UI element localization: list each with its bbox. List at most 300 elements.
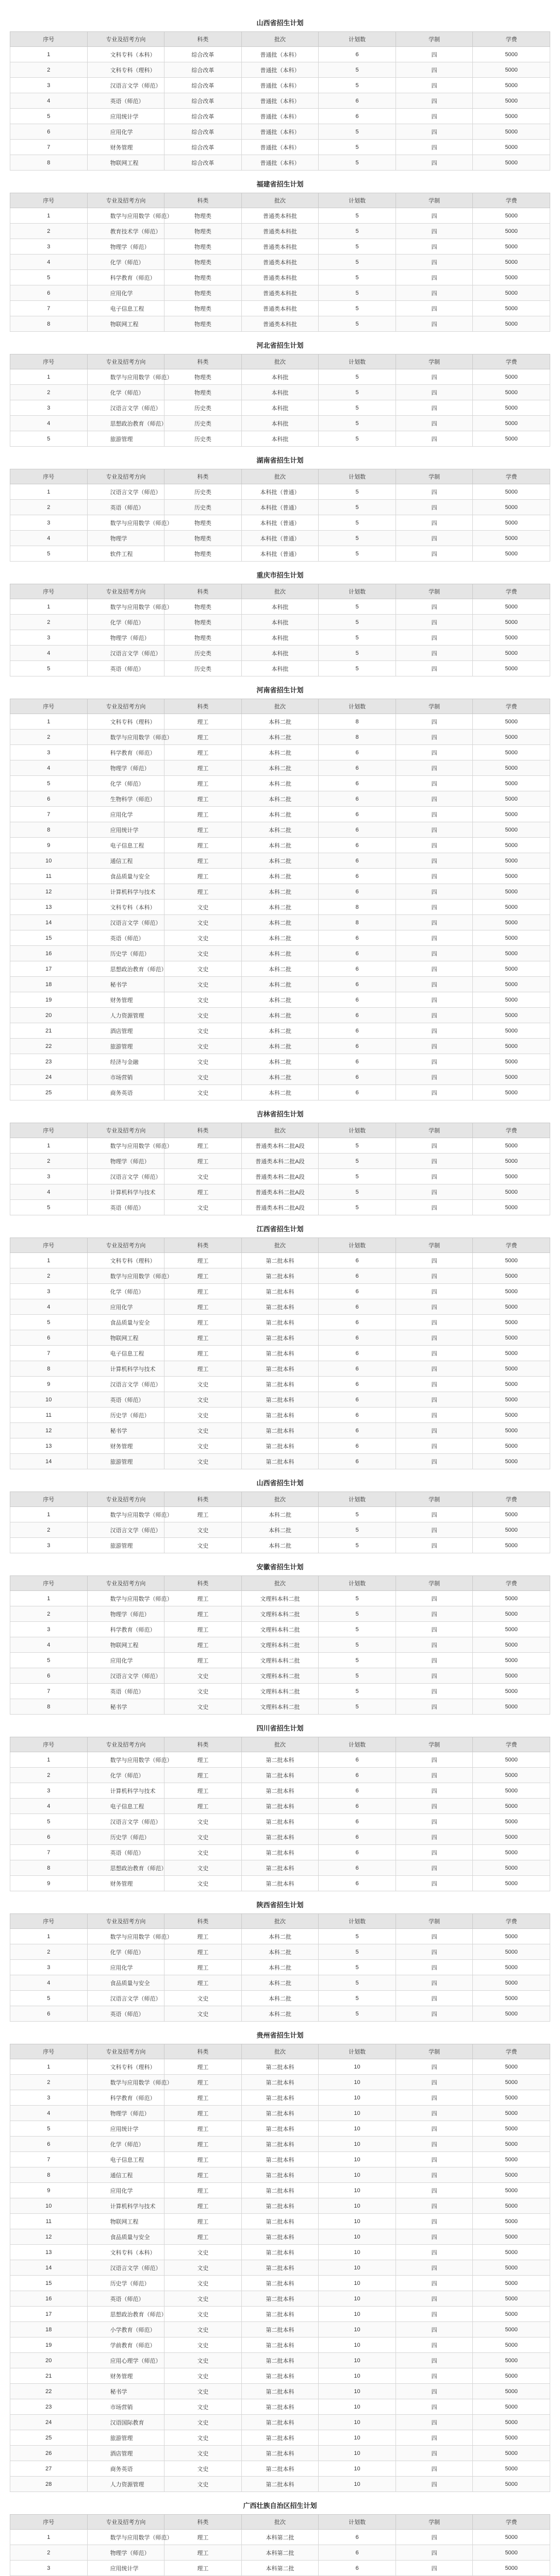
table-row	[10, 2183, 550, 2198]
table-cell: 综合改革	[164, 124, 242, 140]
table-row	[10, 2415, 550, 2430]
table-cell: 本科二批	[241, 1023, 319, 1039]
table-cell: 6	[319, 1377, 396, 1392]
table-cell: 本科批（普通）	[241, 531, 319, 546]
column-header: 专业及招考方向	[87, 2515, 164, 2530]
table-cell: 5000	[473, 730, 550, 745]
table-cell: 3	[10, 2561, 88, 2576]
table-cell: 5	[319, 316, 396, 332]
table-cell: 6	[319, 977, 396, 992]
table-cell: 第二批本科	[241, 1392, 319, 1408]
major-cell: 思想政治教育（师范）	[87, 961, 164, 977]
column-header: 科类	[164, 2044, 242, 2059]
table-row	[10, 946, 550, 961]
column-header: 科类	[164, 32, 242, 47]
table-cell: 6	[10, 2006, 88, 2022]
table-cell: 第二批本科	[241, 2291, 319, 2307]
table-cell: 5000	[473, 1284, 550, 1299]
table-cell: 5	[319, 431, 396, 447]
major-cell: 科学教育（师范）	[87, 745, 164, 760]
table-row	[10, 1960, 550, 1975]
table-cell: 第二批本科	[241, 2214, 319, 2229]
table-cell: 20	[10, 1008, 88, 1023]
table-cell: 理工	[164, 838, 242, 853]
major-cell: 数学与应用数学（师范）	[87, 208, 164, 224]
table-cell: 第二批本科	[241, 2090, 319, 2106]
table-cell: 第二批本科	[241, 2430, 319, 2446]
table-cell: 四	[396, 1408, 473, 1423]
table-cell: 文理科本科二批	[241, 1684, 319, 1699]
table-cell: 普通类本科批	[241, 208, 319, 224]
column-header: 科类	[164, 1576, 242, 1591]
table-cell: 6	[319, 1023, 396, 1039]
major-cell: 通信工程	[87, 2167, 164, 2183]
table-header-row	[10, 32, 550, 47]
table-cell: 四	[396, 1538, 473, 1553]
table-cell: 5000	[473, 2307, 550, 2322]
column-header: 学制	[396, 1914, 473, 1929]
major-cell: 财务管理	[87, 1438, 164, 1454]
table-row	[10, 822, 550, 838]
column-header: 学费	[473, 1737, 550, 1752]
table-cell: 5000	[473, 1154, 550, 1169]
major-cell: 数学与应用数学（师范）	[87, 1138, 164, 1154]
table-cell: 6	[319, 946, 396, 961]
column-header: 学费	[473, 2044, 550, 2059]
table-cell: 1	[10, 1138, 88, 1154]
table-cell: 本科批	[241, 615, 319, 630]
table-row	[10, 1346, 550, 1361]
table-cell: 5	[319, 62, 396, 78]
table-cell: 四	[396, 977, 473, 992]
table-cell: 历史类	[164, 484, 242, 500]
table-cell: 1	[10, 47, 88, 62]
table-cell: 10	[319, 2229, 396, 2245]
table-header-row	[10, 193, 550, 208]
table-cell: 本科二批	[241, 1975, 319, 1991]
table-row	[10, 884, 550, 900]
table-cell: 7	[10, 1845, 88, 1860]
table-cell: 4	[10, 1637, 88, 1653]
table-cell: 第二批本科	[241, 1253, 319, 1268]
table-cell: 5000	[473, 915, 550, 930]
table-row	[10, 369, 550, 385]
table-cell: 6	[319, 884, 396, 900]
table-cell: 理工	[164, 2198, 242, 2214]
table-cell: 文史	[164, 1454, 242, 1469]
table-cell: 理工	[164, 2561, 242, 2576]
table-cell: 6	[319, 776, 396, 791]
major-cell: 汉语言文学（师范）	[87, 646, 164, 661]
table-row	[10, 1054, 550, 1070]
table-cell: 理工	[164, 1253, 242, 1268]
table-cell: 5000	[473, 1668, 550, 1684]
table-cell: 文史	[164, 1054, 242, 1070]
table-cell: 6	[319, 1330, 396, 1346]
table-cell: 文史	[164, 1522, 242, 1538]
table-cell: 文史	[164, 915, 242, 930]
table-cell: 理工	[164, 1622, 242, 1637]
table-cell: 5000	[473, 316, 550, 332]
major-cell: 计算机科学与技术	[87, 1184, 164, 1200]
region-section	[10, 1215, 550, 1469]
major-cell: 英语（师范）	[87, 930, 164, 946]
table-cell: 3	[10, 515, 88, 531]
table-cell: 第二批本科	[241, 1752, 319, 1768]
table-cell: 四	[396, 1507, 473, 1522]
table-row	[10, 630, 550, 646]
table-cell: 四	[396, 2214, 473, 2229]
table-cell: 本科第二批	[241, 2530, 319, 2545]
table-cell: 四	[396, 853, 473, 869]
table-cell: 四	[396, 2006, 473, 2022]
table-cell: 第二批本科	[241, 1330, 319, 1346]
table-cell: 四	[396, 599, 473, 615]
major-cell: 文科专科（本科）	[87, 2245, 164, 2260]
major-cell: 数学与应用数学（师范）	[87, 515, 164, 531]
table-cell: 文理科本科二批	[241, 1653, 319, 1668]
table-cell: 6	[319, 1361, 396, 1377]
table-cell: 5000	[473, 1699, 550, 1715]
table-cell: 5000	[473, 431, 550, 447]
major-cell: 电子信息工程	[87, 1799, 164, 1814]
major-cell: 汉语言文学（师范）	[87, 400, 164, 416]
table-row	[10, 661, 550, 676]
table-cell: 5	[10, 2121, 88, 2137]
table-cell: 普通批（本科）	[241, 93, 319, 109]
table-cell: 6	[319, 109, 396, 124]
table-cell: 6	[319, 1438, 396, 1454]
table-row	[10, 1783, 550, 1799]
table-cell: 6	[319, 1783, 396, 1799]
table-cell: 四	[396, 369, 473, 385]
table-cell: 四	[396, 807, 473, 822]
table-cell: 4	[10, 416, 88, 431]
table-header-row	[10, 1576, 550, 1591]
region-section	[10, 1469, 550, 1553]
table-cell: 5	[319, 385, 396, 400]
plan-table	[10, 584, 550, 676]
table-cell: 四	[396, 2276, 473, 2291]
table-row	[10, 62, 550, 78]
table-header-row	[10, 1123, 550, 1138]
major-cell: 文科专科（本科）	[87, 900, 164, 915]
table-cell: 综合改革	[164, 47, 242, 62]
table-cell: 文史	[164, 1070, 242, 1085]
table-cell: 6	[319, 1408, 396, 1423]
major-cell: 数学与应用数学（师范）	[87, 599, 164, 615]
major-cell: 旅游管理	[87, 1039, 164, 1054]
table-cell: 文史	[164, 977, 242, 992]
table-cell: 文史	[164, 2368, 242, 2384]
table-cell: 四	[396, 1860, 473, 1876]
table-cell: 1	[10, 1752, 88, 1768]
table-cell: 理工	[164, 1138, 242, 1154]
table-cell: 理工	[164, 1315, 242, 1330]
table-cell: 2	[10, 62, 88, 78]
major-cell: 应用化学	[87, 2183, 164, 2198]
table-cell: 理工	[164, 1346, 242, 1361]
table-cell: 10	[319, 2322, 396, 2337]
table-cell: 18	[10, 977, 88, 992]
table-cell: 5000	[473, 1184, 550, 1200]
table-cell: 6	[10, 791, 88, 807]
table-cell: 5	[319, 630, 396, 646]
table-cell: 5000	[473, 2090, 550, 2106]
table-cell: 5000	[473, 1169, 550, 1184]
table-cell: 四	[396, 2384, 473, 2399]
table-cell: 普通类本科批	[241, 255, 319, 270]
table-row	[10, 1284, 550, 1299]
table-cell: 第二批本科	[241, 1454, 319, 1469]
table-row	[10, 615, 550, 630]
table-cell: 普通批（本科）	[241, 124, 319, 140]
table-cell: 5	[319, 615, 396, 630]
column-header: 学费	[473, 2515, 550, 2530]
major-cell: 学前教育（师范）	[87, 2337, 164, 2353]
table-cell: 5000	[473, 869, 550, 884]
table-cell: 6	[319, 745, 396, 760]
table-row	[10, 2152, 550, 2167]
table-cell: 16	[10, 2291, 88, 2307]
major-cell: 英语（师范）	[87, 2006, 164, 2022]
table-cell: 6	[319, 1799, 396, 1814]
table-cell: 5	[10, 776, 88, 791]
table-cell: 文史	[164, 1023, 242, 1039]
table-cell: 四	[396, 1392, 473, 1408]
column-header: 序号	[10, 1492, 88, 1507]
table-cell: 2	[10, 2075, 88, 2090]
region-section	[10, 2022, 550, 2492]
table-cell: 2	[10, 1768, 88, 1783]
table-cell: 2	[10, 615, 88, 630]
table-cell: 13	[10, 2245, 88, 2260]
table-cell: 5000	[473, 416, 550, 431]
table-cell: 8	[10, 822, 88, 838]
table-cell: 四	[396, 1253, 473, 1268]
column-header: 学制	[396, 469, 473, 484]
table-cell: 四	[396, 531, 473, 546]
table-row	[10, 208, 550, 224]
table-row	[10, 2167, 550, 2183]
column-header: 批次	[241, 1492, 319, 1507]
table-header-row	[10, 1238, 550, 1253]
table-cell: 理工	[164, 730, 242, 745]
table-row	[10, 1361, 550, 1377]
table-cell: 5000	[473, 760, 550, 776]
table-cell: 5000	[473, 239, 550, 255]
table-row	[10, 1253, 550, 1268]
table-cell: 理工	[164, 2530, 242, 2545]
table-cell: 本科批	[241, 630, 319, 646]
major-cell: 汉语言文学（师范）	[87, 915, 164, 930]
table-row	[10, 2337, 550, 2353]
table-cell: 四	[396, 900, 473, 915]
table-cell: 5000	[473, 646, 550, 661]
table-cell: 综合改革	[164, 93, 242, 109]
table-cell: 5000	[473, 1346, 550, 1361]
table-row	[10, 1752, 550, 1768]
table-row	[10, 1454, 550, 1469]
table-cell: 5000	[473, 1684, 550, 1699]
table-cell: 7	[10, 1346, 88, 1361]
table-row	[10, 1876, 550, 1891]
column-header: 序号	[10, 2515, 88, 2530]
table-cell: 四	[396, 93, 473, 109]
table-cell: 28	[10, 2477, 88, 2492]
table-cell: 18	[10, 2322, 88, 2337]
major-cell: 数学与应用数学（师范）	[87, 2075, 164, 2090]
major-cell: 化学（师范）	[87, 1768, 164, 1783]
table-row	[10, 646, 550, 661]
region-title: 安徽省招生计划	[256, 1563, 304, 1571]
table-cell: 3	[10, 1622, 88, 1637]
table-cell: 5000	[473, 1845, 550, 1860]
table-row	[10, 714, 550, 730]
table-cell: 四	[396, 155, 473, 171]
table-row	[10, 930, 550, 946]
table-row	[10, 285, 550, 301]
table-cell: 5000	[473, 2183, 550, 2198]
table-cell: 理工	[164, 2106, 242, 2121]
table-cell: 文史	[164, 1423, 242, 1438]
table-cell: 8	[10, 155, 88, 171]
table-cell: 文史	[164, 1668, 242, 1684]
table-cell: 17	[10, 961, 88, 977]
table-row	[10, 1929, 550, 1944]
table-cell: 四	[396, 1154, 473, 1169]
table-row	[10, 1008, 550, 1023]
table-cell: 5	[319, 400, 396, 416]
table-cell: 5000	[473, 838, 550, 853]
table-cell: 物理类	[164, 546, 242, 562]
table-cell: 文理科本科二批	[241, 1622, 319, 1637]
table-cell: 四	[396, 2545, 473, 2561]
table-cell: 四	[396, 714, 473, 730]
column-header: 专业及招考方向	[87, 1123, 164, 1138]
table-cell: 四	[396, 1423, 473, 1438]
major-cell: 通信工程	[87, 853, 164, 869]
major-cell: 秘书学	[87, 977, 164, 992]
table-cell: 理工	[164, 2167, 242, 2183]
table-cell: 5000	[473, 1991, 550, 2006]
table-cell: 四	[396, 1799, 473, 1814]
region-section	[10, 2492, 550, 2576]
plan-table	[10, 354, 550, 447]
table-cell: 普通批（本科）	[241, 109, 319, 124]
table-cell: 四	[396, 208, 473, 224]
table-cell: 物理类	[164, 270, 242, 285]
table-cell: 3	[10, 239, 88, 255]
table-cell: 本科批（普通）	[241, 515, 319, 531]
table-row	[10, 1814, 550, 1829]
table-cell: 四	[396, 2430, 473, 2446]
table-cell: 5	[319, 1653, 396, 1668]
table-cell: 物理类	[164, 208, 242, 224]
table-cell: 5000	[473, 2245, 550, 2260]
column-header: 批次	[241, 699, 319, 714]
column-header: 计划数	[319, 1914, 396, 1929]
table-cell: 6	[10, 1829, 88, 1845]
table-cell: 文理科本科二批	[241, 1668, 319, 1684]
table-cell: 文史	[164, 2006, 242, 2022]
table-row	[10, 2291, 550, 2307]
table-row	[10, 1845, 550, 1860]
table-row	[10, 484, 550, 500]
table-cell: 普通类本科二批A段	[241, 1184, 319, 1200]
table-cell: 文史	[164, 2307, 242, 2322]
table-cell: 四	[396, 1975, 473, 1991]
table-row	[10, 1591, 550, 1606]
table-cell: 5	[319, 270, 396, 285]
table-cell: 20	[10, 2353, 88, 2368]
major-cell: 电子信息工程	[87, 2152, 164, 2167]
table-cell: 四	[396, 1606, 473, 1622]
table-cell: 本科二批	[241, 776, 319, 791]
region-title: 山西省招生计划	[256, 1479, 304, 1487]
table-cell: 5	[319, 515, 396, 531]
table-cell: 四	[396, 961, 473, 977]
table-row	[10, 1039, 550, 1054]
table-row	[10, 992, 550, 1008]
table-cell: 8	[10, 316, 88, 332]
table-cell: 四	[396, 2059, 473, 2075]
table-cell: 6	[319, 1392, 396, 1408]
table-cell: 物理类	[164, 224, 242, 239]
column-header: 专业及招考方向	[87, 32, 164, 47]
table-cell: 10	[319, 2152, 396, 2167]
table-cell: 第二批本科	[241, 1408, 319, 1423]
table-cell: 6	[319, 961, 396, 977]
table-cell: 文史	[164, 1039, 242, 1054]
major-cell: 应用化学	[87, 1299, 164, 1315]
table-cell: 6	[319, 1860, 396, 1876]
table-row	[10, 2198, 550, 2214]
table-cell: 5000	[473, 2198, 550, 2214]
column-header: 学费	[473, 1238, 550, 1253]
table-cell: 19	[10, 992, 88, 1008]
table-cell: 文史	[164, 2399, 242, 2415]
table-cell: 本科批	[241, 400, 319, 416]
table-cell: 理工	[164, 2152, 242, 2167]
table-cell: 5000	[473, 2368, 550, 2384]
table-cell: 5000	[473, 884, 550, 900]
table-cell: 本科批（普通）	[241, 484, 319, 500]
table-cell: 理工	[164, 1184, 242, 1200]
table-cell: 四	[396, 2530, 473, 2545]
table-cell: 四	[396, 515, 473, 531]
table-cell: 普通类本科批	[241, 224, 319, 239]
table-cell: 四	[396, 1377, 473, 1392]
table-cell: 5000	[473, 853, 550, 869]
table-cell: 2	[10, 224, 88, 239]
table-cell: 第二批本科	[241, 2307, 319, 2322]
table-cell: 本科二批	[241, 838, 319, 853]
table-cell: 四	[396, 2368, 473, 2384]
major-cell: 财务管理	[87, 140, 164, 155]
table-cell: 四	[396, 1454, 473, 1469]
table-header-row	[10, 699, 550, 714]
table-cell: 本科二批	[241, 900, 319, 915]
plan-table	[10, 193, 550, 332]
column-header: 序号	[10, 32, 88, 47]
table-cell: 理工	[164, 1929, 242, 1944]
table-cell: 10	[319, 2198, 396, 2214]
table-cell: 四	[396, 2446, 473, 2461]
table-cell: 四	[396, 2198, 473, 2214]
column-header: 科类	[164, 2515, 242, 2530]
table-cell: 文史	[164, 2291, 242, 2307]
